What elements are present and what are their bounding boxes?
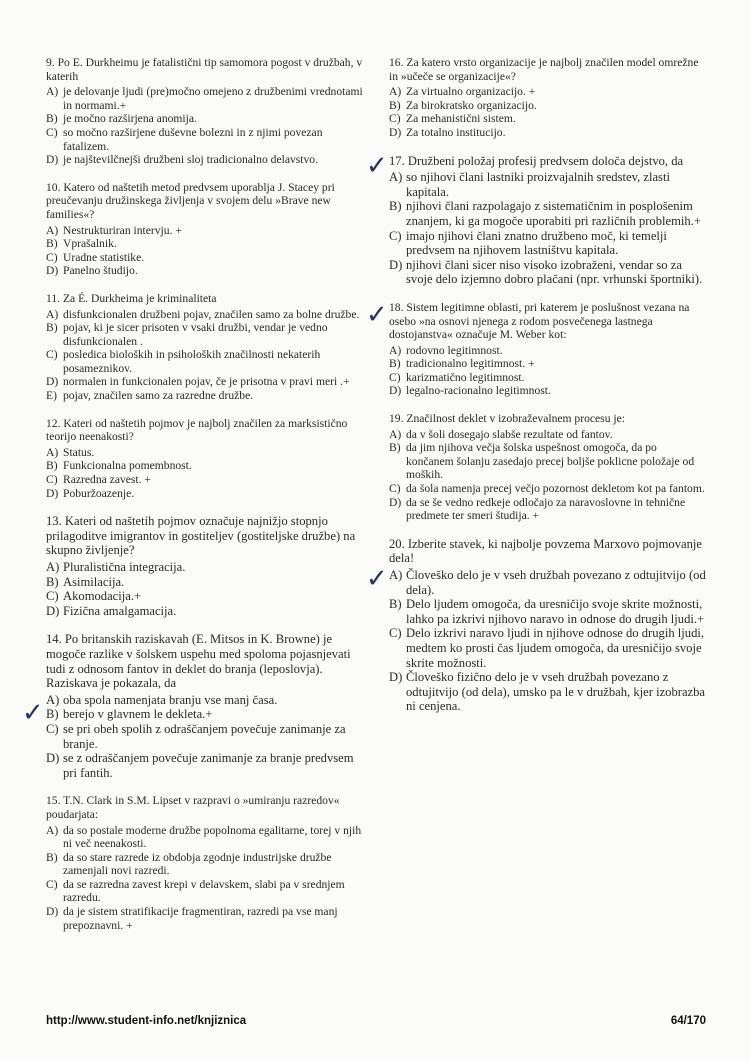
option-text: da v šoli dosegajo slabše rezultate od fantov.: [406, 427, 613, 441]
footer-url[interactable]: http://www.student-info.net/knjiznica: [46, 1015, 247, 1027]
page-number: 64/170: [670, 1015, 706, 1027]
option-letter: A): [389, 343, 402, 357]
option-letter: A): [46, 823, 59, 837]
option-text: normalen in funkcionalen pojav, če je prisotna v pravi meri .+: [63, 375, 350, 389]
question-stem: 20. Izberite stavek, ki najbolje povzema Marxovo pojmovanje dela!: [389, 536, 702, 566]
answer-option: [389, 99, 707, 113]
option-letter: B): [46, 321, 58, 335]
answer-option: [46, 751, 364, 780]
answer-option: [46, 224, 364, 238]
answer-options: [389, 85, 707, 139]
option-text: njihovi člani sicer niso visoko izobraženi, vendar so za svoje delo izjemno dobro plačani (npr. vrhunski športniki).: [406, 257, 703, 287]
answer-option: [389, 568, 707, 597]
question-stem: 11. Za É. Durkheima je kriminaliteta: [46, 291, 217, 305]
answer-options: [389, 344, 707, 398]
answer-option: [46, 905, 364, 932]
option-letter: A): [46, 560, 60, 574]
option-text: Za mehanistični sistem.: [406, 112, 516, 126]
question: [46, 794, 364, 932]
option-text: Človeško fizično delo je v vseh družbah povezano z odtujitvijo (od dela), umsko pa le v družbah, kjer izobrazba ni cenjena.: [406, 670, 706, 714]
option-text: Panelno študijo.: [63, 264, 138, 278]
option-text: je delovanje ljudi (pre)močno omejeno z družbenimi vrednotami in normami.+: [63, 85, 363, 112]
answer-option: [389, 170, 707, 199]
option-text: pojav, značilen samo za razredne družbe.: [63, 389, 254, 403]
answer-option: [46, 707, 364, 722]
answer-option: [46, 824, 364, 851]
option-text: so močno razširjene duševne bolezni in z njimi povezan fatalizem.: [63, 125, 323, 153]
answer-option: [46, 693, 364, 708]
check-mark-q18: ✓: [366, 300, 388, 330]
question: [46, 292, 364, 403]
answer-option: [46, 446, 364, 460]
answer-option: [389, 126, 707, 140]
option-text: tradicionalno legitimnost. +: [406, 357, 535, 371]
option-letter: A): [46, 223, 59, 237]
question-stem: 18. Sistem legitimne oblasti, pri katerem je poslušnost vezana na osebo »na osnovi njenega z rodom posvečenega lastnega dostojanstva« označuje M. Weber kot:: [389, 300, 690, 342]
option-letter: D): [46, 905, 59, 919]
option-text: Poburžoazenje.: [63, 486, 135, 500]
answer-option: [389, 344, 707, 358]
answer-option: [389, 384, 707, 398]
option-letter: D): [389, 257, 403, 272]
option-text: Fizična amalgamacija.: [63, 603, 177, 618]
answer-option: [46, 575, 364, 590]
answer-option: [46, 153, 364, 167]
answer-options: [46, 824, 364, 933]
left-column: [46, 56, 364, 946]
option-letter: C): [46, 473, 58, 487]
answer-option: [46, 321, 364, 348]
answer-option: [389, 626, 707, 670]
question-stem: 12. Kateri od naštetih pojmov je najbolj značilen za marksistično teorijo neenakosti?: [46, 416, 348, 444]
option-text: rodovno legitimnost.: [406, 343, 503, 357]
option-letter: C): [389, 626, 402, 641]
option-text: da šola namenja precej večjo pozornost dekletom kot pa fantom.: [406, 482, 705, 496]
answer-option: [46, 604, 364, 619]
option-text: karizmatično legitimnost.: [406, 370, 525, 384]
option-letter: D): [389, 125, 402, 139]
option-letter: B): [46, 574, 59, 589]
option-text: se z odraščanjem povečuje zanimanje za branje predvsem pri fantih.: [63, 751, 354, 780]
question-stem: 10. Katero od naštetih metod predvsem uporablja J. Stacey pri preučevanju družinskega življenja v svojem delu »Brave new families«?: [46, 180, 335, 221]
option-letter: C): [389, 482, 401, 496]
question-stem: 9. Po E. Durkheimu je fatalistični tip samomora pogost v družbah, v katerih: [46, 56, 363, 83]
option-letter: B): [46, 112, 58, 126]
option-text: da jim njihova večja šolska uspešnost omogoča, da po končanem šolanju zasedajo precej boljše poklicne položaje od moških.: [406, 441, 695, 482]
answer-option: [389, 597, 707, 626]
option-letter: A): [46, 445, 59, 459]
option-text: legalno-racionalno legitimnost.: [406, 384, 551, 398]
option-text: da se razredna zavest krepi v delavskem, slabi pa v srednjem razredu.: [63, 877, 345, 905]
option-text: je močno razširjena anomija.: [63, 112, 197, 126]
answer-option: [46, 560, 364, 575]
question-stem: 16. Za katero vrsto organizacije je najbolj značilen model omrežne in »učeče se organizacije«?: [389, 56, 699, 83]
question: [389, 412, 707, 523]
answer-option: [46, 722, 364, 751]
option-text: Delo ljudem omogoča, da uresničijo svoje skrite možnosti, lahko pa izkrivi njihovo naravo in odnose do drugih ljudi.+: [406, 597, 705, 626]
answer-options: [46, 693, 364, 781]
option-letter: B): [389, 98, 401, 112]
option-text: njihovi člani razpolagajo z sistematičnim in posplošenim znanjem, ki ga mogoče uporabiti pri različnih problemih.+: [406, 199, 701, 228]
option-letter: C): [389, 370, 401, 384]
question-stem: 13. Kateri od naštetih pojmov označuje najnižjo stopnjo prilagoditve imigrantov in gostiteljev (gostiteljske družbe) na skupno življenje?: [46, 514, 356, 558]
answer-option: [46, 112, 364, 126]
answer-option: [46, 851, 364, 878]
answer-options: [46, 85, 364, 167]
option-text: oba spola namenjata branju vse manj časa.: [63, 692, 278, 707]
option-text: posledica bioloških in psiholoških značilnosti nekaterih posameznikov.: [63, 348, 321, 375]
option-text: Za birokratsko organizacijo.: [406, 98, 537, 112]
option-text: Vprašalnik.: [63, 237, 117, 251]
option-letter: D): [46, 153, 59, 167]
option-text: Funkcionalna pomembnost.: [63, 459, 192, 473]
option-letter: A): [389, 85, 402, 99]
answer-option: [46, 85, 364, 112]
option-text: so njihovi člani lastniki proizvajalnih sredstev, zlasti kapitala.: [406, 170, 670, 199]
answer-option: [389, 441, 707, 482]
option-text: Pluralistična integracija.: [63, 560, 186, 574]
question: [46, 514, 364, 618]
answer-option: [46, 264, 364, 278]
option-letter: C): [389, 228, 402, 243]
option-letter: C): [46, 125, 58, 139]
answer-option: [46, 348, 364, 375]
option-letter: E): [46, 389, 57, 403]
option-letter: D): [46, 375, 59, 389]
question: [389, 301, 707, 398]
option-letter: B): [46, 237, 58, 251]
option-text: imajo njihovi člani znatno družbeno moč, ki temelji predvsem na njihovem lastništvu kapitala.: [406, 228, 667, 258]
answer-option: [389, 229, 707, 258]
answer-option: [389, 670, 707, 714]
check-mark-q14: ✓: [22, 698, 44, 728]
option-letter: C): [46, 589, 59, 604]
check-mark-q17: ✓: [366, 151, 388, 181]
answer-options: [389, 568, 707, 714]
option-text: da so stare razrede iz obdobja zgodnje industrijske družbe zamenjali novi razredi.: [63, 850, 332, 878]
option-letter: C): [46, 348, 58, 362]
question-stem: 17. Družbeni položaj profesij predvsem določa dejstvo, da: [389, 153, 684, 168]
answer-options: [46, 308, 364, 403]
option-text: pojav, ki je sicer prisoten v vsaki družbi, vendar je vedno disfunkcionalen .: [63, 321, 328, 348]
answer-option: [389, 428, 707, 442]
option-letter: B): [389, 597, 402, 612]
answer-option: [46, 251, 364, 265]
answer-option: [389, 482, 707, 496]
option-letter: D): [389, 495, 402, 509]
option-text: berejo v glavnem le dekleta.+: [63, 707, 213, 722]
question: [389, 154, 707, 287]
question: [46, 181, 364, 278]
option-letter: C): [46, 250, 58, 264]
option-letter: A): [46, 85, 59, 99]
option-text: disfunkcionalen družbeni pojav, značilen samo za bolne družbe.: [63, 307, 360, 321]
answer-options: [46, 560, 364, 618]
option-letter: B): [46, 459, 58, 473]
question: [46, 417, 364, 501]
option-letter: A): [389, 427, 402, 441]
answer-options: [46, 224, 364, 278]
option-letter: B): [46, 850, 58, 864]
option-letter: A): [389, 568, 403, 582]
answer-option: [389, 357, 707, 371]
option-letter: B): [46, 707, 59, 722]
option-letter: D): [46, 751, 60, 766]
answer-option: [389, 496, 707, 523]
right-column: [389, 56, 707, 728]
question: [389, 56, 707, 140]
question-stem: 15. T.N. Clark in S.M. Lipset v razpravi o »umiranju razredov« poudarjata:: [46, 794, 340, 821]
answer-option: [389, 199, 707, 228]
option-text: Status.: [63, 445, 95, 459]
answer-option: [46, 375, 364, 389]
option-letter: D): [389, 384, 402, 398]
option-letter: D): [46, 486, 59, 500]
answer-options: [46, 446, 364, 500]
option-text: Asimilacija.: [63, 574, 125, 589]
option-text: da se še vedno redkeje odločajo za naravoslovne in tehnične predmete ter smeri študija. +: [406, 495, 686, 523]
option-text: Delo izkrivi naravo ljudi in njihove odnose do drugih ljudi, medtem ko prosti čas ljudem omogoča, da uresničijo svoje skrite možnosti.: [406, 626, 705, 670]
option-text: je najštevilčnejši družbeni sloj tradicionalno delavstvo.: [63, 153, 318, 167]
answer-option: [389, 371, 707, 385]
check-mark-q20: ✓: [366, 564, 388, 594]
option-text: Razredna zavest. +: [63, 473, 151, 487]
option-text: da so postale moderne družbe popolnoma egalitarne, torej v njih ni več neenakosti.: [63, 823, 362, 851]
answer-option: [389, 258, 707, 287]
option-text: Nestrukturiran intervju. +: [63, 223, 182, 237]
option-letter: D): [389, 670, 403, 685]
question: [46, 56, 364, 167]
answer-option: [46, 308, 364, 322]
option-letter: A): [46, 307, 59, 321]
option-letter: B): [389, 199, 402, 214]
question-stem: 19. Značilnost deklet v izobraževalnem procesu je:: [389, 412, 625, 426]
answer-options: [389, 170, 707, 287]
answer-option: [46, 126, 364, 153]
option-letter: A): [46, 692, 60, 707]
answer-option: [46, 389, 364, 403]
answer-option: [46, 237, 364, 251]
option-letter: C): [46, 721, 59, 736]
option-text: Človeško delo je v vseh družbah povezano z odtujitvijo (od dela).: [406, 568, 706, 597]
question: [46, 632, 364, 780]
option-letter: B): [389, 357, 401, 371]
option-letter: C): [46, 877, 58, 891]
option-text: da je sistem stratifikacije fragmentiran, razredi pa vse manj prepoznavni. +: [63, 905, 338, 932]
option-text: Za virtualno organizacijo. +: [406, 85, 536, 99]
option-letter: D): [46, 264, 59, 278]
option-letter: A): [389, 170, 403, 185]
option-text: se pri obeh spolih z odraščanjem povečuje zanimanje za branje.: [63, 721, 346, 751]
option-text: Za totalno institucijo.: [406, 125, 506, 139]
answer-option: [389, 112, 707, 126]
answer-option: [46, 459, 364, 473]
option-text: Uradne statistike.: [63, 250, 145, 264]
question: [389, 537, 707, 714]
answer-option: [46, 473, 364, 487]
answer-option: [46, 878, 364, 905]
option-letter: B): [389, 441, 401, 455]
answer-option: [46, 589, 364, 604]
answer-option: [389, 85, 707, 99]
answer-option: [46, 487, 364, 501]
option-letter: C): [389, 112, 401, 126]
option-text: Akomodacija.+: [63, 589, 142, 604]
answer-options: [389, 428, 707, 523]
question-stem: 14. Po britanskih raziskavah (E. Mitsos in K. Browne) je mogoče razlike v šolskem uspehu med spoloma pojasnjevati tudi z odnosom fantov in deklet do branja (leposlovja). Raziskava je pokazala, da: [46, 632, 351, 691]
option-letter: D): [46, 603, 60, 618]
